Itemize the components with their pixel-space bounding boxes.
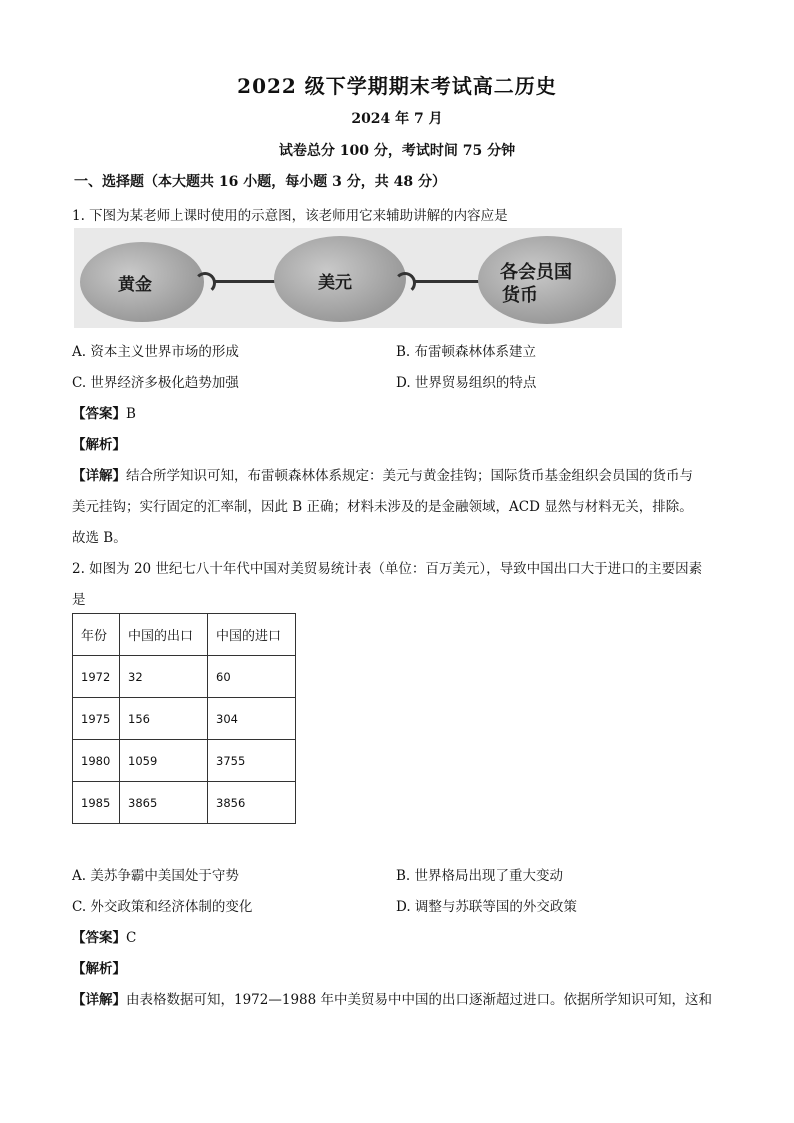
q2-detail-line: 【详解】由表格数据可知，1972—1988 年中美贸易中中国的出口逐渐超过进口。依据所学知识可知，这和 (72, 992, 713, 1008)
table-row (73, 740, 296, 782)
table-header-row (73, 614, 296, 656)
table-cell: 3865 (120, 782, 208, 824)
table-header-cell: 中国的进口 (208, 614, 296, 656)
detail-label: 【详解】 (72, 468, 126, 484)
dollar-label: 美元 (318, 273, 352, 293)
q1-option-d: D. 世界贸易组织的特点 (396, 375, 537, 391)
answer-value: B (126, 406, 136, 422)
gold-label: 黄金 (118, 275, 152, 295)
table-cell: 32 (120, 656, 208, 698)
table-cell: 1059 (120, 740, 208, 782)
q2-stem: 2. 如图为 20 世纪七八十年代中国对美贸易统计表（单位：百万美元），导致中国出口大于进口的主要因素 (72, 561, 703, 577)
table-row (73, 698, 296, 740)
q1-option-c: C. 世界经济多极化趋势加强 (72, 375, 239, 391)
table-cell: 1975 (73, 698, 120, 740)
answer-value: C (126, 930, 137, 946)
q1-analysis-label: 【解析】 (72, 437, 126, 453)
table-cell: 3755 (208, 740, 296, 782)
q1-detail-line: 美元挂钩；实行固定的汇率制，因此 B 正确；材料未涉及的是金融领域，ACD 显然与材料无关，排除。 (72, 499, 693, 515)
table-header-cell: 中国的出口 (120, 614, 208, 656)
connector-line (414, 280, 488, 283)
link-hook-icon (194, 272, 216, 294)
table-cell: 156 (120, 698, 208, 740)
table-header-cell: 年份 (73, 614, 120, 656)
q2-option-b: B. 世界格局出现了重大变动 (396, 868, 564, 884)
q2-analysis-label: 【解析】 (72, 961, 126, 977)
member-currency-label-2: 货币 (502, 285, 538, 306)
table-cell: 1985 (73, 782, 120, 824)
q2-option-c: C. 外交政策和经济体制的变化 (72, 899, 253, 915)
link-hook-icon (394, 272, 416, 294)
table-cell: 3856 (208, 782, 296, 824)
table-cell: 1972 (73, 656, 120, 698)
detail-label: 【详解】 (72, 992, 126, 1008)
q2-stem-cont: 是 (72, 592, 86, 608)
gold-node (80, 242, 204, 322)
q1-option-a: A. 资本主义世界市场的形成 (72, 344, 239, 360)
dollar-node (274, 236, 406, 322)
q2-option-d: D. 调整与苏联等国的外交政策 (396, 899, 577, 915)
exam-info: 试卷总分 100 分，考试时间 75 分钟 (278, 143, 516, 159)
table-row (73, 656, 296, 698)
section-title: 一、选择题（本大题共 16 小题，每小题 3 分，共 48 分） (74, 174, 446, 190)
page-title: 2022 级下学期期末考试高二历史 (237, 74, 557, 98)
q1-option-b: B. 布雷顿森林体系建立 (396, 344, 537, 360)
table-row (73, 782, 296, 824)
answer-label: 【答案】 (72, 406, 126, 422)
table-cell: 304 (208, 698, 296, 740)
trade-table (72, 613, 296, 824)
member-currency-node (478, 236, 616, 324)
q1-diagram (74, 228, 622, 328)
answer-label: 【答案】 (72, 930, 126, 946)
q1-detail-line: 故选 B。 (72, 530, 127, 546)
exam-date: 2024 年 7 月 (351, 111, 443, 127)
table-cell: 60 (208, 656, 296, 698)
q1-answer (72, 402, 136, 422)
q2-option-a: A. 美苏争霸中美国处于守势 (72, 868, 239, 884)
q1-stem: 1. 下图为某老师上课时使用的示意图，该老师用它来辅助讲解的内容应是 (72, 208, 508, 224)
member-currency-label-1: 各会员国 (500, 262, 572, 283)
q1-detail-line: 【详解】结合所学知识可知，布雷顿森林体系规定：美元与黄金挂钩；国际货币基金组织会员国的货币与 (72, 468, 693, 484)
table-cell: 1980 (73, 740, 120, 782)
q2-answer (72, 926, 136, 946)
